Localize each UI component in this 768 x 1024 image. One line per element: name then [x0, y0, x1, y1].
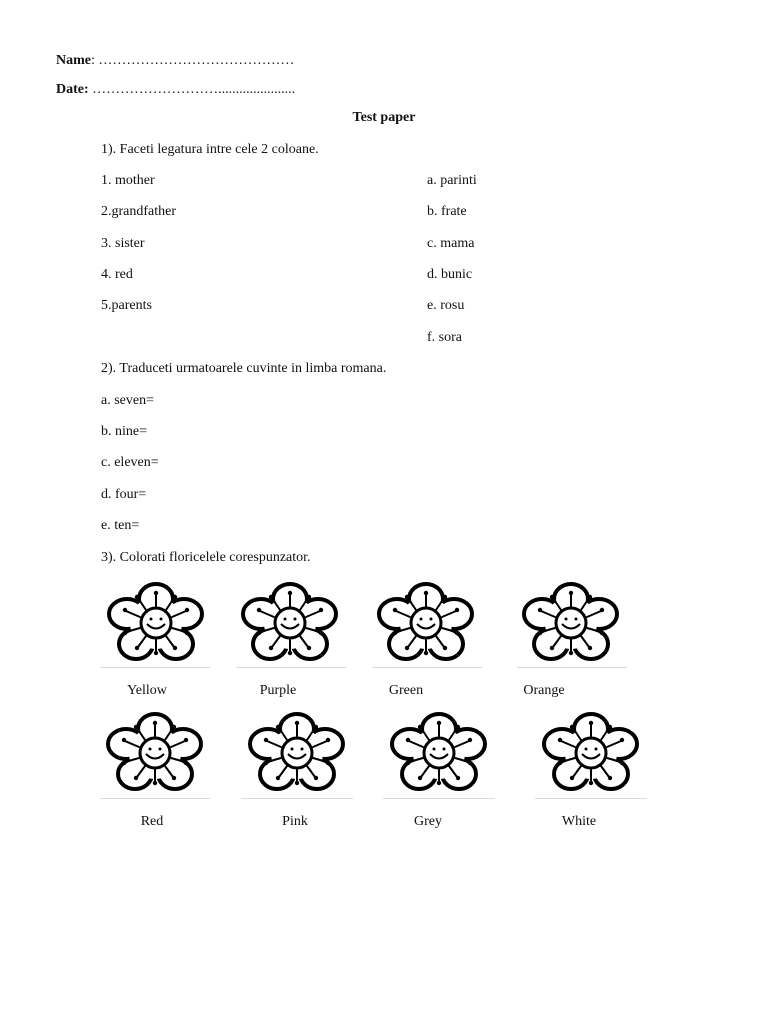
- ex1-right-item: f. sora: [427, 330, 462, 345]
- exercise1-instruction: 1). Faceti legatura intre cele 2 coloane.: [101, 142, 319, 157]
- ex1-left-item: 1. mother: [101, 173, 155, 188]
- name-label: Name: [56, 53, 91, 68]
- ex2-item: b. nine=: [101, 424, 147, 439]
- color-label: Pink: [282, 814, 308, 829]
- exercise3-instruction: 3). Colorati floricelele corespunzator.: [101, 550, 311, 565]
- ex2-item: e. ten=: [101, 518, 140, 533]
- ex2-item: d. four=: [101, 487, 147, 502]
- ex1-left-item: 4. red: [101, 267, 133, 282]
- exercise2-instruction: 2). Traduceti urmatoarele cuvinte in limba romana.: [101, 361, 387, 376]
- color-label: Grey: [414, 814, 442, 829]
- flower-baseline: [383, 798, 495, 799]
- ex1-right-item: b. frate: [427, 204, 467, 219]
- flower-baseline: [100, 798, 210, 799]
- flower-icon: [100, 580, 212, 668]
- flower-baseline: [535, 798, 647, 799]
- flower-baseline: [372, 667, 482, 668]
- color-label: White: [561, 814, 597, 829]
- flower-icon: [383, 710, 495, 798]
- flower-icon: [515, 580, 627, 668]
- color-label: Orange: [523, 683, 565, 698]
- page-title: Test paper: [352, 110, 416, 125]
- ex1-right-item: c. mama: [427, 236, 475, 251]
- color-label: Red: [140, 814, 164, 829]
- flower-icon: [234, 580, 346, 668]
- ex1-left-item: 2.grandfather: [101, 204, 177, 219]
- name-line: [56, 53, 294, 69]
- date-dots: ………………………......................: [92, 82, 296, 97]
- ex1-left-item: 5.parents: [101, 298, 152, 313]
- color-label: Yellow: [127, 683, 167, 698]
- flower-baseline: [236, 667, 346, 668]
- color-label: Purple: [259, 683, 297, 698]
- date-label: Date:: [56, 82, 89, 97]
- ex1-left-item: 3. sister: [101, 236, 145, 251]
- flower-icon: [99, 710, 211, 798]
- ex2-item: a. seven=: [101, 393, 154, 408]
- ex1-right-item: a. parinti: [427, 173, 477, 188]
- flower-baseline: [100, 667, 210, 668]
- flower-icon: [370, 580, 482, 668]
- ex1-right-item: d. bunic: [427, 267, 473, 282]
- name-dots: : ……………………………………: [91, 53, 295, 68]
- date-line: [56, 82, 295, 98]
- flower-baseline: [517, 667, 627, 668]
- color-label: Green: [388, 683, 424, 698]
- ex1-right-item: e. rosu: [427, 298, 465, 313]
- ex2-item: c. eleven=: [101, 455, 159, 470]
- flower-icon: [535, 710, 647, 798]
- flower-baseline: [241, 798, 353, 799]
- flower-icon: [241, 710, 353, 798]
